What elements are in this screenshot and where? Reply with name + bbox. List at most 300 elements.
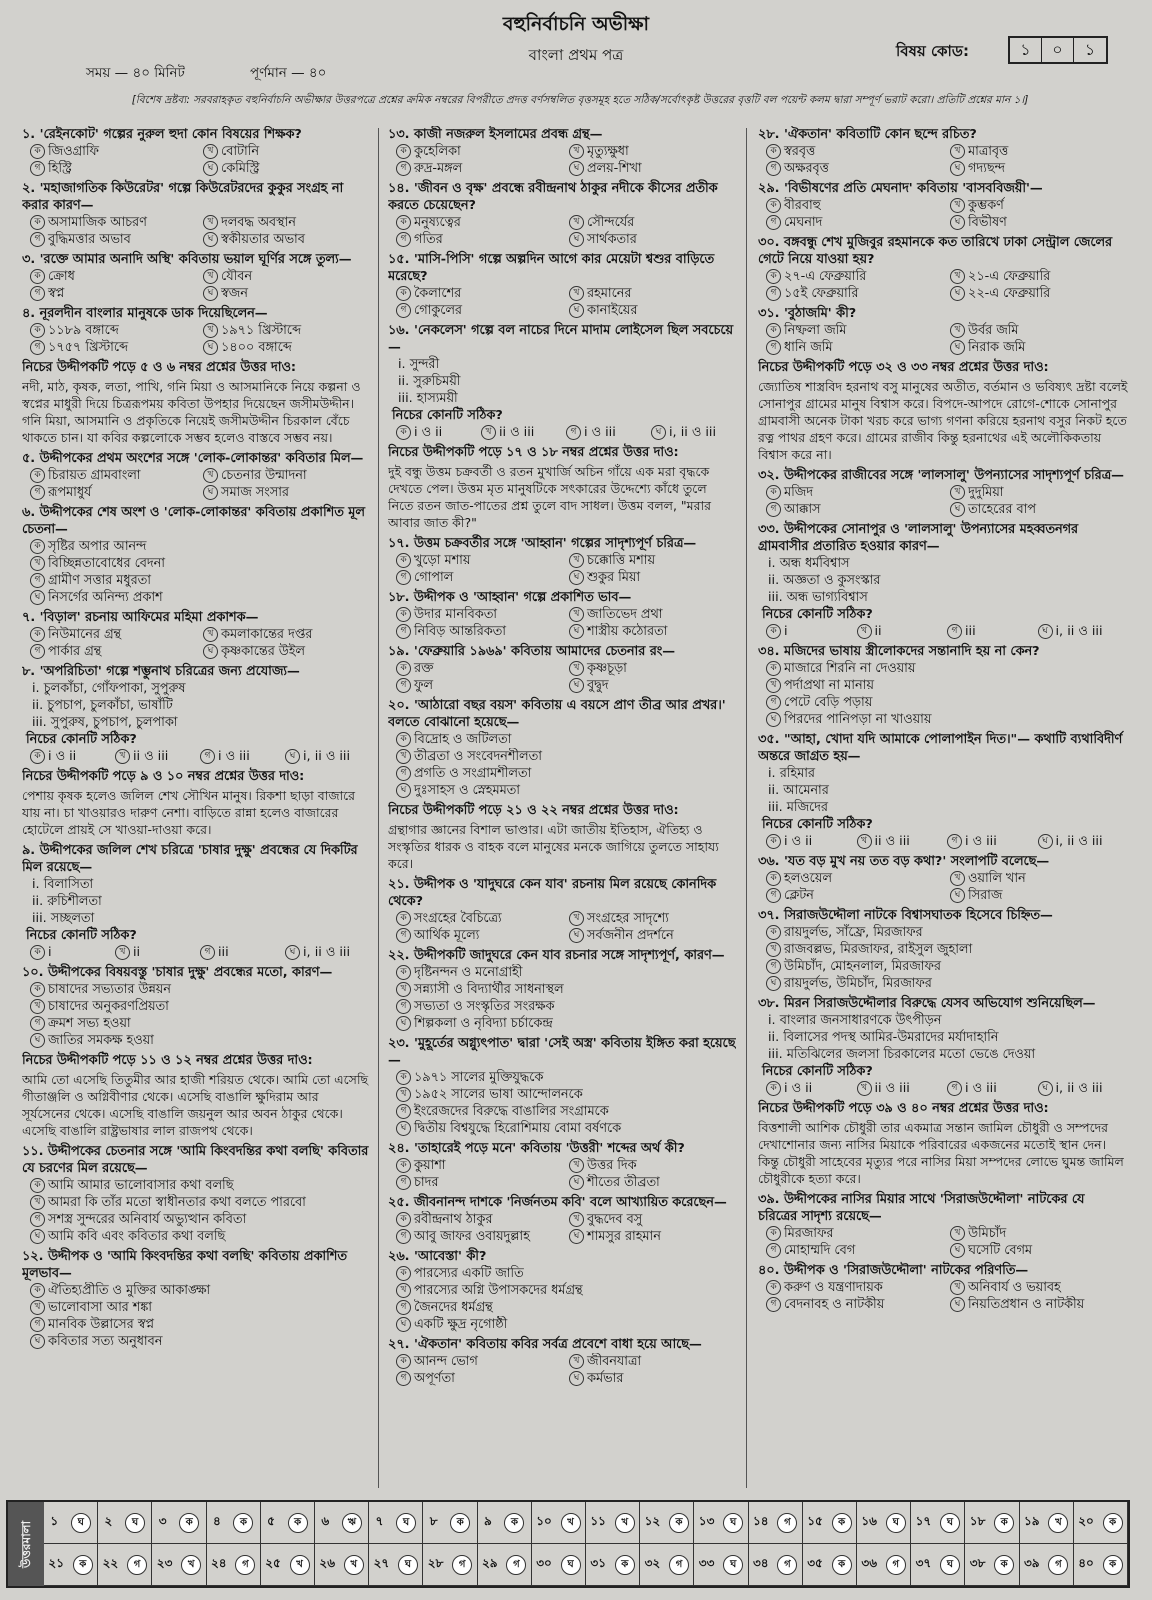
option-letter: গ (566, 425, 581, 440)
option-text: i ও ii (784, 1081, 813, 1096)
option-text: ii ও iii (133, 749, 169, 764)
column-3 (758, 126, 1128, 1496)
answer-letter: ক (615, 1555, 635, 1575)
answer-cell (694, 1544, 748, 1586)
option (396, 143, 563, 160)
option-letter: গ (396, 678, 411, 693)
option-letter: ঘ (30, 590, 45, 605)
answer-number: ২৩ (156, 1555, 173, 1570)
option-text: ii ও iii (874, 834, 910, 849)
option-text: বেদনাবহ ও নাটকীয় (784, 1297, 885, 1312)
question-12 (22, 1248, 370, 1350)
question-5 (22, 450, 370, 501)
question-text: ১৪. 'জীবন ও বৃক্ষ' প্রবন্ধে রবীন্দ্রনাথ ঠাকুর নদীকে কীসের প্রতীক করতে চেয়েছেন? (388, 181, 718, 213)
option (30, 643, 197, 660)
options-list (758, 484, 1128, 518)
option (857, 1080, 948, 1097)
option (30, 1299, 370, 1316)
option-text: ২২-এ ফেব্রুয়ারি (968, 286, 1051, 301)
option-letter: ক (30, 144, 45, 159)
answer-letter: ঋ (342, 1513, 362, 1533)
option-text: i ও iii (218, 749, 250, 764)
stimulus-passage: জ্যোতিষ শাস্ত্রবিদ হরনাথ বসু মানুষের অতীত, বর্তমান ও ভবিষ্যৎ দ্রষ্টা বলেই সোনাপুর গ্রামের মানুষ বিশ্বাস করে। বিপদে-আপদে রোগে-শোকে সোনাপুর গ্রামবাসী অনেক টাকা খরচ করে ভাগ্য গণনা করিয়ে হরনাথ বসুর নিকট হতে রত্ন পাথর গ্রহণ করে। গ্রামের রাজীব কিন্তু হরনাথের এই অলৌকিকতায় বিশ্বাস করে না। (758, 379, 1128, 462)
option-text: চেতনার উন্মাদনা (221, 468, 307, 483)
options-list (388, 1157, 736, 1191)
option (396, 1370, 563, 1387)
options-list (388, 424, 736, 441)
option (950, 143, 1128, 160)
option-letter: খ (950, 1226, 965, 1241)
statement: i. অন্ধ ধর্মবিশ্বাস (768, 556, 850, 571)
question-text: ৩৫. "আহা, খোদা যদি আমাকে পোলাপাইন দিত।"— কথাটি ব্যথাবিদীর্ণ অন্তরে জাগ্রত হয়— (758, 732, 1123, 764)
options-list (758, 870, 1128, 904)
option (396, 231, 563, 248)
option (396, 1282, 736, 1299)
option-text: স্বজন (221, 286, 248, 301)
option (481, 424, 566, 441)
answer-letter: ঘ (886, 1513, 906, 1533)
correct-prompt: নিচের কোনটি সঠিক? (762, 817, 873, 832)
question-text: ১০. উদ্দীপকের বিষয়বস্তু 'চাষার দুক্ষু' প্রবন্ধের মতো, কারণ— (22, 965, 333, 980)
option (766, 143, 944, 160)
option (203, 643, 370, 660)
option-text: সর্বজনীন প্রদর্শনে (587, 928, 674, 943)
option (947, 623, 1038, 640)
option-text: বিচ্ছিন্নতাবোধের বেদনা (48, 556, 165, 571)
answer-cell (749, 1544, 803, 1586)
answer-number: ১২ (644, 1513, 661, 1528)
option (950, 870, 1128, 887)
answer-cell (640, 1502, 694, 1544)
question-20 (388, 697, 736, 799)
answer-cell (857, 1544, 911, 1586)
question-text: ২৫. জীবনানন্দ দাশকে 'নির্জনতম কবি' বলে আখ্যায়িত করেছেন— (388, 1195, 727, 1210)
option-text: উমিচাঁদ, মোহনলাল, মিরজাফর (784, 959, 941, 974)
option-text: চাষাদের অনুকরণপ্রিয়তা (48, 999, 169, 1014)
option (30, 214, 197, 231)
question-26 (388, 1248, 736, 1333)
option-text: সংগ্রহের বৈচিত্র্যে (414, 911, 502, 926)
answer-key (6, 1500, 1130, 1588)
question-30 (758, 234, 1128, 302)
option-letter: গ (30, 1016, 45, 1031)
question-text: ২৩. 'মুহূর্তের অগ্ন্যুৎপাত' দ্বারা 'সেই অস্ত্র' কবিতায় ইঙ্গিত করা হয়েছে— (388, 1036, 736, 1068)
option-letter: ক (396, 607, 411, 622)
option-text: কানাইয়ের (587, 303, 638, 318)
stimulus-passage: পেশায় কৃষক হলেও জলিল শেখ সৌখিন মানুষ। রিকশা ছাড়া বাজারে যায় না। চা খাওয়ারও দারুণ নেশা। বাড়িতে রান্না হলেও বাজারের হোটেলে প্রায়ই সে খাওয়া-দাওয়া করে। (22, 788, 356, 837)
option-text: পর্দাপ্রথা না মানায় (784, 678, 874, 693)
option-letter: গ (396, 1175, 411, 1190)
option-letter: খ (569, 661, 584, 676)
option-letter: ক (30, 215, 45, 230)
option-text: ঘসেটি বেগম (968, 1243, 1033, 1258)
option-text: সৌন্দর্যের (587, 215, 635, 230)
answer-cell (369, 1544, 423, 1586)
answer-cell (965, 1544, 1019, 1586)
option (30, 1194, 370, 1211)
option-letter: খ (857, 624, 872, 639)
option-text: গতির (414, 232, 443, 247)
options-list (388, 214, 736, 248)
option-text: ii (874, 624, 882, 639)
question-text: ৪. নূরলদীন বাংলার মানুষকে ডাক দিয়েছিলেন— (22, 306, 268, 321)
question-27 (388, 1336, 736, 1387)
option-letter: খ (569, 144, 584, 159)
answer-cell (423, 1544, 477, 1586)
option (30, 268, 197, 285)
option-letter: খ (203, 468, 218, 483)
option (396, 1299, 736, 1316)
option (569, 160, 736, 177)
option-text: উত্তর দিক (587, 1158, 637, 1173)
answer-number: ১৪ (753, 1513, 769, 1528)
option-text: ১৯৭১ সালের মুক্তিযুদ্ধকে (414, 1070, 544, 1085)
option (950, 887, 1128, 904)
option-letter: ঘ (569, 624, 584, 639)
options-list (22, 748, 370, 765)
statement: ii. অজ্ঞতা ও কুসংস্কার (768, 573, 881, 588)
option-text: চাদর (414, 1175, 439, 1190)
option (950, 160, 1128, 177)
option (396, 1103, 736, 1120)
option-letter: ঘ (569, 232, 584, 247)
option-text: বিভীষণ (968, 215, 1007, 230)
option-text: i (48, 945, 52, 960)
question-4 (22, 305, 370, 356)
option-text: গোপাল (414, 570, 454, 585)
options-list (758, 1225, 1128, 1259)
option (950, 1225, 1128, 1242)
option-letter: ক (766, 269, 781, 284)
answer-cell (44, 1502, 98, 1544)
answer-number: ২ (104, 1513, 113, 1528)
option-text: সন্ন্যাসী ও বিদ্যার্থীর সাধনাস্থল (414, 982, 564, 997)
option-letter: গ (30, 485, 45, 500)
answer-letter: খ (344, 1555, 364, 1575)
question-text: ২৭. 'ঐকতান' কবিতায় কবির সর্বত্র প্রবেশে বাধা হয়ে আছে— (388, 1337, 702, 1352)
statement: iii. হাস্যময়ী (398, 391, 458, 406)
option-text: দুদুমিয়া (968, 485, 1004, 500)
option-letter: ঘ (203, 485, 218, 500)
option-letter: ক (396, 215, 411, 230)
answer-letter: ক (233, 1513, 253, 1533)
option-letter: ঘ (30, 1334, 45, 1349)
option (396, 731, 736, 748)
option-letter: গ (766, 286, 781, 301)
option (396, 1316, 736, 1333)
option-letter: গ (30, 644, 45, 659)
options-list (758, 623, 1128, 640)
question-10 (22, 964, 370, 1049)
option-letter: ঘ (396, 1016, 411, 1031)
option-letter: খ (30, 999, 45, 1014)
answer-number: ৩৭ (915, 1555, 932, 1570)
stimulus-passage: আমি তো এসেছি তিতুমীর আর হাজী শরিয়ত থেকে। আমি তো এসেছি গীতাঞ্জলি ও অগ্নিবীণার থেকে। এসেছি বাঙালি ক্ষুদিরাম আর সূর্যসেনের থেকে। এসেছি বাঙালি জয়নুল আর অবন ঠাকুর থেকে। এসেছি বাঙালি রাষ্ট্রভাষার লাল রাজপথ থেকে। (22, 1072, 369, 1138)
option (396, 1353, 563, 1370)
code-digit: ১ (1010, 38, 1042, 62)
option-text: মোহাম্মদি বেগ (784, 1243, 856, 1258)
question-text: ১৮. উদ্দীপক ও 'আহ্বান' গল্পে প্রকাশিত ভাব— (388, 590, 632, 605)
option-letter: ঘ (30, 1229, 45, 1244)
question-19 (388, 643, 736, 694)
option-letter: ঘ (569, 928, 584, 943)
question-8 (22, 663, 370, 765)
option-text: ii ও iii (874, 1081, 910, 1096)
option-text: নিরাক জমি (968, 340, 1026, 355)
option-letter: ক (30, 323, 45, 338)
statement: iii. মজিদের (768, 800, 828, 815)
question-text: ৩১. 'বুঠাজমি' কী? (758, 306, 857, 321)
option-text: অনিবার্য ও ভয়াবহ (968, 1280, 1061, 1295)
question-25 (388, 1194, 736, 1245)
option-text: রবীন্দ্রনাথ ঠাকুর (414, 1212, 493, 1227)
stimulus-instruction: নিচের উদ্দীপকটি পড়ে ২১ ও ২২ নম্বর প্রশ্নের উত্তর দাও: (388, 803, 679, 818)
question-text: ৩৩. উদ্দীপকের সোনাপুর ও 'লালসালু' উপন্যাসের মহব্বতনগর গ্রামবাসীর প্রতারিত হওয়ার কারণ— (758, 522, 1079, 554)
option-letter: খ (203, 323, 218, 338)
question-32 (758, 467, 1128, 518)
option-letter: ক (396, 1212, 411, 1227)
column-1 (22, 126, 370, 1496)
option-text: উর্বর জমি (968, 323, 1019, 338)
option (30, 1282, 370, 1299)
question-text: ২. 'মহাজাগতিক কিউরেটর' গল্পে কিউরেটরদের কুকুর সংগ্রহ না করার কারণ— (22, 181, 344, 213)
subject-code-box (1008, 36, 1108, 64)
answer-number: ৬ (321, 1513, 330, 1528)
option (569, 552, 736, 569)
question-22 (388, 947, 736, 1032)
options-list (388, 731, 736, 799)
question-text: ২০. 'আঠারো বছর বয়স' কবিতায় এ বয়সে প্রাণ তীব্র আর প্রখর।' বলতে বোঝানো হয়েছে— (388, 698, 726, 730)
answer-letter: ক (504, 1513, 524, 1533)
option-text: ii ও iii (499, 425, 535, 440)
option-text: আবু জাফর ওবায়দুল্লাহ (414, 1229, 530, 1244)
answer-cell (803, 1544, 857, 1586)
option-letter: গ (766, 161, 781, 176)
question-text: ৩৬. 'যত বড় মুখ নয় তত বড় কথা?' সংলাপটি বলেছে— (758, 854, 1050, 869)
option-text: ২৭-এ ফেব্রুয়ারি (784, 269, 867, 284)
option (766, 941, 1128, 958)
answer-letter: গ (452, 1555, 472, 1575)
option-letter: খ (950, 198, 965, 213)
option-letter: গ (396, 1371, 411, 1386)
option-text: ১৯৭১ খ্রিস্টাব্দে (221, 323, 301, 338)
option-letter: গ (396, 766, 411, 781)
option-text: ১৭৫৭ খ্রিস্টাব্দে (48, 340, 128, 355)
option (947, 833, 1038, 850)
option-letter: গ (766, 1297, 781, 1312)
statement: ii. রুচিশীলতা (32, 894, 102, 909)
option-text: শাস্ত্রীয় কঠোরতা (587, 624, 668, 639)
option-text: ১৫ই ফেব্রুয়ারি (784, 286, 859, 301)
option-letter: ঘ (1038, 624, 1053, 639)
options-list (758, 1080, 1128, 1097)
option-text: নিউমানের গ্রন্থ (48, 627, 122, 642)
option-text: মৃত্যুক্ষুধা (587, 144, 629, 159)
code-digit: ০ (1042, 38, 1074, 62)
option-letter: খ (203, 215, 218, 230)
option (396, 214, 563, 231)
option (200, 944, 285, 961)
option-letter: খ (30, 1300, 45, 1315)
option-letter: গ (766, 695, 781, 710)
option (396, 660, 563, 677)
option-text: বুদ্ধিমত্তার অভাব (48, 232, 131, 247)
option-letter: গ (30, 340, 45, 355)
option-letter: খ (203, 144, 218, 159)
option-letter: ক (396, 425, 411, 440)
question-36 (758, 853, 1128, 904)
option-text: কুয়াশা (414, 1158, 446, 1173)
option (766, 322, 944, 339)
option-text: জিওগ্রাফি (48, 144, 99, 159)
option (30, 1333, 370, 1350)
option-letter: গ (30, 573, 45, 588)
option (950, 501, 1128, 518)
answer-cell (369, 1502, 423, 1544)
option-text: i ও ii (414, 425, 443, 440)
option (203, 231, 370, 248)
option (30, 143, 197, 160)
option-letter: ঘ (396, 1317, 411, 1332)
question-text: ৬. উদ্দীপকের শেষ অংশ ও 'লোক-লোকান্তর' কবিতায় প্রকাশিত মূল চেতনা— (22, 505, 365, 537)
option-text: কমলাকান্তের দপ্তর (221, 627, 313, 642)
option-text: গদ্যছন্দ (968, 161, 1005, 176)
option (950, 1296, 1128, 1313)
answer-cell (98, 1502, 152, 1544)
answer-letter: ঘ (723, 1555, 743, 1575)
option-text: কৈলাশের (414, 286, 462, 301)
option (950, 484, 1128, 501)
options-list (22, 1282, 370, 1350)
option (766, 924, 1128, 941)
option (950, 268, 1128, 285)
option-letter: খ (30, 556, 45, 571)
question-21 (388, 876, 736, 944)
option-letter: ক (766, 871, 781, 886)
option-text: অক্ষরবৃত্ত (784, 161, 829, 176)
option-letter: ঘ (1038, 834, 1053, 849)
option-text: সিরাজ (968, 888, 1003, 903)
statement: ii. আমেনার (768, 783, 829, 798)
option (30, 1032, 370, 1049)
option-text: হলওয়েল (784, 871, 832, 886)
option-letter: ঘ (950, 340, 965, 355)
option (203, 467, 370, 484)
options-list (758, 322, 1128, 356)
option (1038, 1080, 1129, 1097)
option-text: স্বকীয়তার অভাব (221, 232, 305, 247)
option (766, 160, 944, 177)
question-text: ৩৮. মিরন সিরাজউদ্দৌলার বিরুদ্ধে যেসব অভিযোগ শুনিয়েছিল— (758, 996, 1096, 1011)
answer-letter: গ (235, 1555, 255, 1575)
answer-letter: ক (288, 1513, 308, 1533)
answer-cell (1020, 1502, 1074, 1544)
option (950, 1242, 1128, 1259)
option-text: পিরদের পানিপড়া না খাওয়ায় (784, 712, 932, 727)
option (569, 606, 736, 623)
option (115, 748, 200, 765)
statement: i. চুলকাঁচা, গোঁফপাকা, সুপুরুষ (32, 681, 186, 696)
answer-number: ৯ (483, 1513, 492, 1528)
options-list (22, 626, 370, 660)
option (396, 910, 563, 927)
option (396, 1174, 563, 1191)
code-digit: ১ (1084, 40, 1096, 59)
answer-cell (152, 1544, 206, 1586)
option-text: কর্মভার (587, 1371, 624, 1386)
option-text: ক্লেটন (784, 888, 814, 903)
answer-letter: গ (506, 1555, 526, 1575)
answer-cell (152, 1502, 206, 1544)
question-text: ১৯. 'ফেব্রুয়ারি ১৯৬৯' কবিতায় আমাদের চেতনার রং— (388, 644, 676, 659)
option (569, 569, 736, 586)
answer-number: ১৩ (698, 1513, 715, 1528)
option (396, 160, 563, 177)
option-text: নিয়তিপ্রধান ও নাটকীয় (968, 1297, 1085, 1312)
options-list (388, 660, 736, 694)
option (396, 1211, 563, 1228)
option (569, 910, 736, 927)
option-letter: ক (766, 834, 781, 849)
option (30, 589, 370, 606)
option-text: গোকুলের (414, 303, 462, 318)
option (396, 623, 563, 640)
option (30, 981, 370, 998)
option-letter: ক (766, 144, 781, 159)
option-text: পারস্যের অগ্নি উপাসকদের ধর্মগ্রন্থ (414, 1283, 583, 1298)
answer-number: ১১ (590, 1513, 606, 1528)
answer-number: ২৯ (481, 1555, 498, 1570)
question-text: ২৬. 'আবেস্তা' কী? (388, 1249, 487, 1264)
option-letter: গ (766, 959, 781, 974)
option (766, 501, 944, 518)
instruction-note: [বিশেষ দ্রষ্টব্য: সরবরাহকৃত বহুনির্বাচনি অভীক্ষার উত্তরপত্রে প্রশ্নের ক্রমিক নম্বরের বিপরীতে প্রদত্ত বর্ণসম্বলিত বৃত্তসমূহ হতে সঠিক/সর্বোৎকৃষ্ট উত্তরের বৃত্তটি বল পয়েন্ট কলম দ্বারা সম্পূর্ণ ভরাট করো। প্রতিটি প্রশ্নের মান ১।] (131, 94, 1029, 106)
question-text: ২৯. 'বিভীষণের প্রতি মেঘনাদ' কবিতায় 'বাসববিজয়ী'— (758, 181, 1043, 196)
answer-cell (694, 1502, 748, 1544)
answer-number: ৮ (429, 1513, 438, 1528)
option (566, 424, 651, 441)
option-text: মাত্রাবৃত্ত (968, 144, 1009, 159)
answer-number: ৩৯ (1023, 1555, 1040, 1570)
option-letter: খ (950, 269, 965, 284)
option-text: রুদ্র-মঙ্গল (414, 161, 463, 176)
option-letter: খ (396, 982, 411, 997)
question-24 (388, 1140, 736, 1191)
option-text: ১১৮৯ বঙ্গাব্দে (48, 323, 119, 338)
option-text: জাতির সমকক্ষ হওয়া (48, 1033, 154, 1048)
option-text: খুড়ো মশায় (414, 553, 471, 568)
option (569, 143, 736, 160)
option-letter: ঘ (651, 425, 666, 440)
answer-number: ৩৮ (969, 1555, 986, 1570)
answer-number: ১৫ (807, 1513, 823, 1528)
question-text: ৩০. বঙ্গবন্ধু শেখ মুজিবুর রহমানকে কত তারিখে ঢাকা সেন্ট্রাল জেলের গেটে নিয়ে যাওয়া হয়? (758, 235, 1113, 267)
option (203, 339, 370, 356)
option-letter: ক (766, 1226, 781, 1241)
options-list (388, 606, 736, 640)
correct-prompt: নিচের কোনটি সঠিক? (392, 408, 503, 423)
answer-number: ২৫ (265, 1555, 281, 1570)
option (30, 1211, 370, 1228)
option-text: একটি ক্ষুদ্র নৃগোষ্ঠী (414, 1317, 508, 1332)
options-list (388, 1265, 736, 1333)
option-letter: খ (396, 749, 411, 764)
options-list (388, 964, 736, 1032)
answer-number: ৭ (375, 1513, 384, 1528)
option (569, 1370, 736, 1387)
option (396, 927, 563, 944)
option-letter: গ (30, 286, 45, 301)
